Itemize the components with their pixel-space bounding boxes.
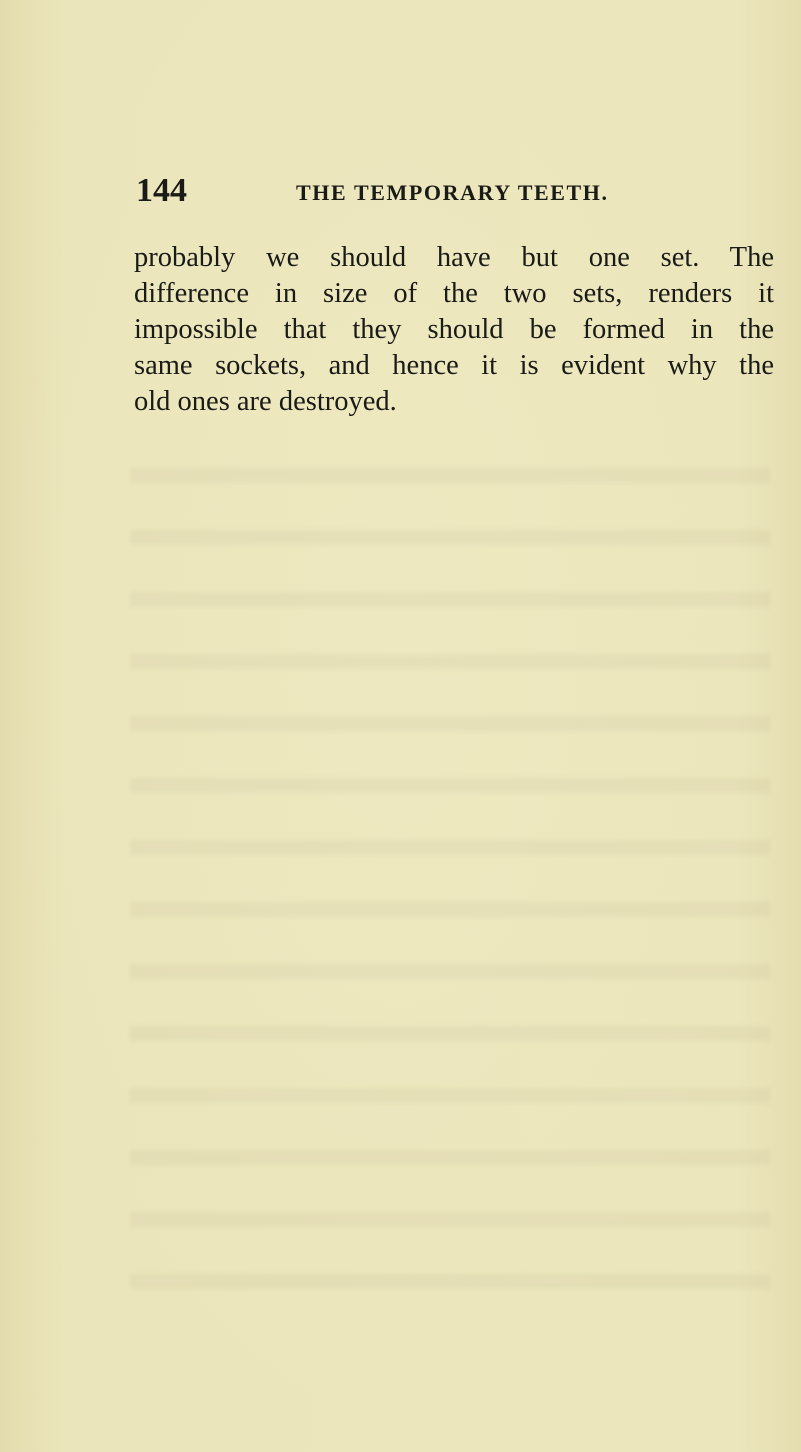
- text-line: difference in size of the two sets, renders it: [134, 278, 774, 309]
- text-line: probably we should have but one set. The: [134, 242, 774, 273]
- text-line: same sockets, and hence it is evident why the: [134, 350, 774, 381]
- text-line: old ones are destroyed.: [134, 386, 397, 417]
- bleed-through-texture: [130, 440, 770, 1300]
- page-number: 144: [136, 172, 187, 209]
- body-paragraph: [134, 240, 774, 420]
- running-head: [136, 172, 616, 212]
- running-title: THE TEMPORARY TEETH.: [296, 180, 609, 205]
- text-line: impossible that they should be formed in the: [134, 314, 774, 345]
